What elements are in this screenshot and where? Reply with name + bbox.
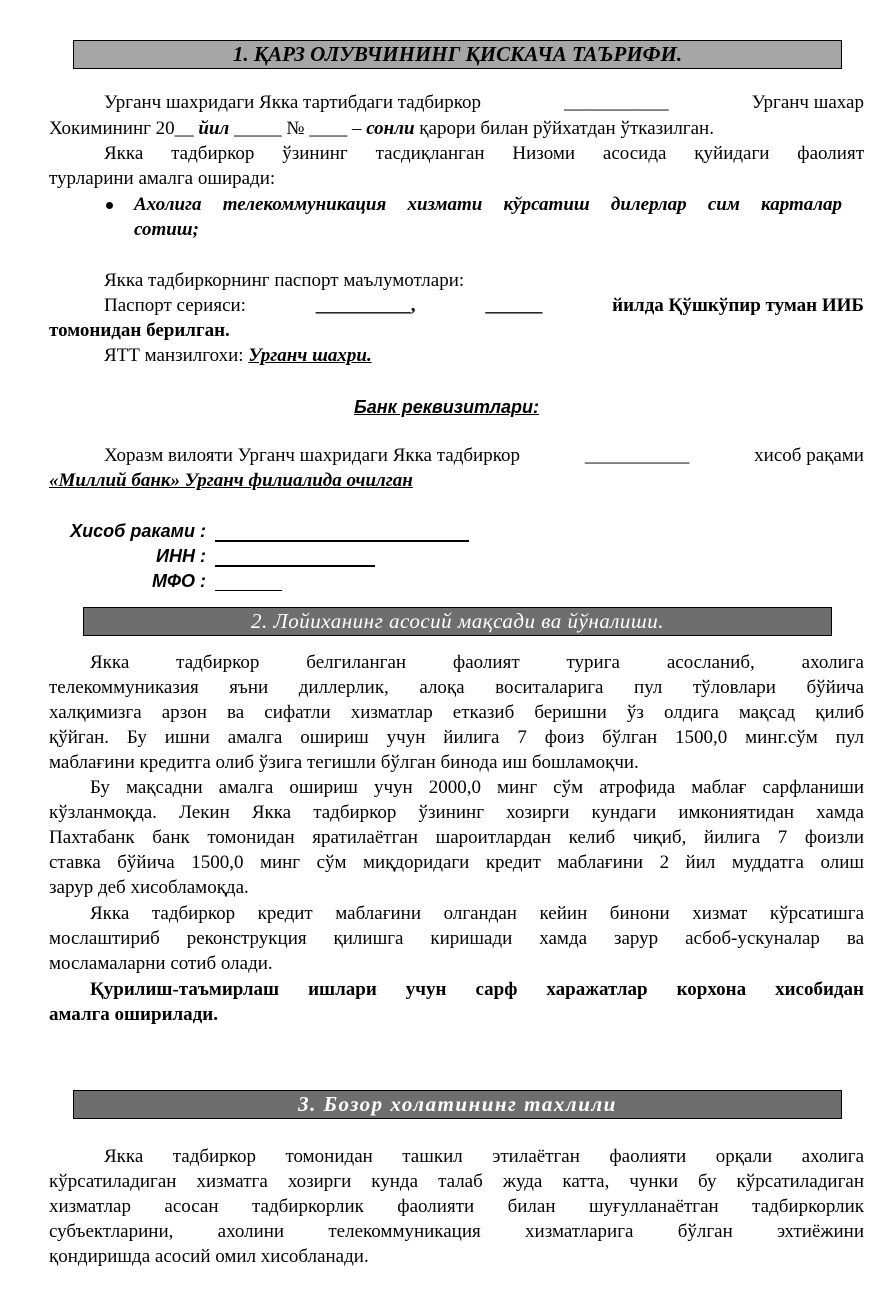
bank-title: Банк реквизитлари: bbox=[354, 397, 539, 417]
s2-line: қўйган. Бу ишни амалга ошириш учун йилига 7 фоиз бўлган 1500,0 минг.сўм пул bbox=[49, 727, 864, 748]
account-label: Хисоб раками : bbox=[70, 521, 206, 541]
s1-p1-blank: ___________ bbox=[564, 92, 669, 113]
s2-line: зарур деб хисобламоқда. bbox=[49, 877, 249, 898]
s2-line: Қурилиш-таъмирлаш ишлари учун сарф харажатлар корхона хисобидан bbox=[90, 979, 864, 1000]
address-value: Урганч шахри. bbox=[248, 345, 372, 366]
s2-line: ставка бўйича 1500,0 минг сўм миқдоридаги кредит маблағини 2 йил муддатга олиш bbox=[49, 852, 864, 873]
mfo-label: МФО : bbox=[151, 571, 206, 591]
bullet-icon bbox=[106, 193, 116, 203]
s2-line: мослаштириб реконструкция қилишга киришади хамда зарур асбоб-ускуналар ва bbox=[49, 928, 864, 949]
bank-blank: ___________ bbox=[584, 445, 690, 466]
s3-line: субъектларини, ахолини телекоммуникация хизматларига бўлган эхтиёжини bbox=[49, 1221, 864, 1242]
inn-label: ИНН : bbox=[156, 546, 206, 566]
section3-title: 3. Бозор холатининг тахлили bbox=[73, 1090, 842, 1119]
s3-line: Якка тадбиркор томонидан ташкил этилаётган фаолияти орқали ахолига bbox=[104, 1146, 864, 1167]
s1-p1-l2d: сонли bbox=[366, 118, 415, 139]
bank-text2: хисоб рақами bbox=[754, 445, 864, 466]
s1-bullet-line1: Ахолига телекоммуникация хизмати кўрсатиш дилерлар сим карталар bbox=[134, 194, 842, 215]
s1-p1-line1 bbox=[104, 90, 864, 116]
s2-line: Бу мақсадни амалга ошириш учун 2000,0 минг сўм атрофида маблағ сарфланиши bbox=[90, 777, 864, 798]
s1-p1-text2: Урганч шахар bbox=[751, 92, 864, 113]
bank-line1 bbox=[104, 443, 864, 469]
s2-line: маблағини кредитга олиб ўзига тегишли бўлган бинода иш бошламоқчи. bbox=[49, 752, 639, 773]
section2-title: 2. Лойиханинг асосий мақсади ва йўналиши. bbox=[83, 607, 832, 636]
passport-issuer: йилда Қўшкўпир туман ИИБ bbox=[612, 295, 864, 316]
passport-label: Паспорт серияси: bbox=[104, 295, 246, 316]
s1-p1-l2a: Хокимининг 20__ bbox=[49, 118, 194, 139]
s2-line: Пахтабанк банк томонидан яратилаётган шароитлардан келиб чиқиб, йилига 7 фоизли bbox=[49, 827, 864, 848]
passport-line2: томонидан берилган. bbox=[49, 320, 230, 341]
s1-p1-line2 bbox=[49, 116, 864, 142]
s1-p1-l2c: _____ № ____ – bbox=[234, 118, 362, 139]
passport-line1 bbox=[104, 293, 864, 319]
s2-line: халқимизга арзон ва сифатли хизматлар етказиб беришни ўз олдига мақсад қилиб bbox=[49, 702, 864, 723]
s3-line: қондиришда асосий омил хисобланади. bbox=[49, 1246, 369, 1267]
s2-line: мосламаларни сотиб олади. bbox=[49, 953, 273, 974]
s1-p1-l2e: қарори билан рўйхатдан ўтказилган. bbox=[419, 118, 714, 139]
s1-p1-l2b: йил bbox=[198, 118, 230, 139]
passport-title: Якка тадбиркорнинг паспорт маълумотлари: bbox=[104, 270, 465, 291]
s3-line: хизматлар асосан тадбиркорлик фаолияти билан шуғулланаётган тадбиркорлик bbox=[49, 1196, 864, 1217]
s2-line: телекоммуниказия яъни диллерлик, алоқа воситаларига пул тўловлари бўйича bbox=[49, 677, 864, 698]
s2-line: амалга оширилади. bbox=[49, 1004, 218, 1025]
s1-p2-line2: турларини амалга оширади: bbox=[49, 168, 276, 189]
mfo-field bbox=[215, 590, 282, 591]
bank-text: Хоразм вилояти Урганч шахридаги Якка тадбиркор bbox=[104, 445, 520, 466]
s3-line: кўрсатиладиган хизматга хозирги кунда талаб жуда катта, чунки бу кўрсатиладиган bbox=[49, 1171, 864, 1192]
section1-title: 1. ҚАРЗ ОЛУВЧИНИНГ ҚИСКАЧА ТАЪРИФИ. bbox=[73, 40, 842, 69]
passport-number-blank: ______ bbox=[485, 295, 543, 316]
s2-line: Якка тадбиркор белгиланган фаолият турига асосланиб, ахолига bbox=[90, 652, 864, 673]
bank-line2: «Миллий банк» Урганч филиалида очилган bbox=[49, 470, 413, 491]
s1-p2-line1: Якка тадбиркор ўзининг тасдиқланган Низоми асосида қуйидаги фаолият bbox=[104, 143, 864, 164]
inn-field bbox=[215, 565, 375, 567]
s2-line: кўзланмоқда. Лекин Якка тадбиркор ўзининг хозирги кундаги имкониятидан хамда bbox=[49, 802, 864, 823]
address-label: ЯТТ манзилгохи: bbox=[104, 345, 244, 366]
s2-line: Якка тадбиркор кредит маблағини олгандан кейин бинони хизмат кўрсатишга bbox=[90, 903, 864, 924]
account-field bbox=[215, 540, 469, 542]
s1-bullet-line2: сотиш; bbox=[134, 219, 199, 240]
s1-p1-text: Урганч шахридаги Якка тартибдаги тадбиркор bbox=[104, 92, 481, 113]
passport-series-blank: __________, bbox=[315, 295, 416, 316]
address-line bbox=[104, 343, 892, 369]
